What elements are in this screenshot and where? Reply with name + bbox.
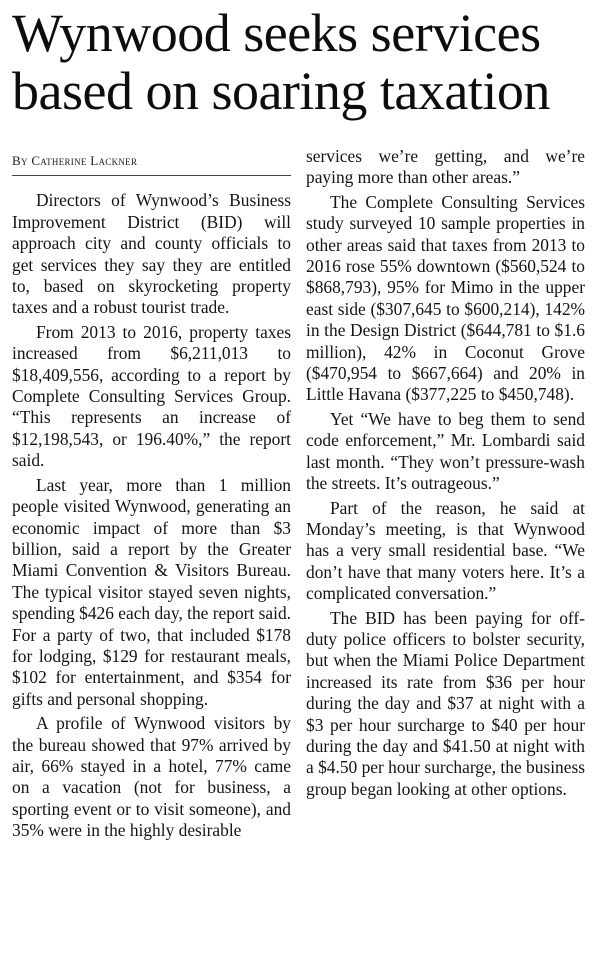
left-column (12, 140, 291, 975)
paragraph: Part of the reason, he said at Monday’s meeting, is that Wynwood has a very small residential base. “We don’t have that many voters here. It’s a complicated conversation.” (306, 497, 585, 604)
headline-line-1: Wynwood seeks services (12, 3, 541, 63)
byline: By Catherine Lackner (12, 153, 138, 168)
paragraph-continuation: services we’re getting, and we’re paying more than other areas.” (306, 146, 585, 188)
paragraph: Directors of Wynwood’s Business Improvement District (BID) will approach city and county officials to get services they say they are entitled to, based on skyrocketing property taxes and a robust tourist trade. (12, 190, 291, 318)
paragraph: The BID has been paying for off-duty police officers to bolster security, but when the Miami Police Department increased its rate from $36 per hour during the day and $37 at night with a $3 per hour surcharge to $40 per hour during the day and $41.50 at night with a $4.50 per hour surcharge, the business group began looking at other options. (306, 607, 585, 799)
byline-rule (12, 175, 291, 176)
paragraph: The Complete Consulting Services study surveyed 10 sample properties in other areas said that taxes from 2013 to 2016 rose 55% downtown ($560,524 to $868,793), 95% for Mimo in the upper east side ($307,645 to $600,214), 142% in the Design District ($644,781 to $1.6 million), 42% in Coconut Grove ($470,954 to $667,664) and 20% in Little Havana ($377,225 to $450,748). (306, 191, 585, 405)
paragraph: Last year, more than 1 million people visited Wynwood, generating an economic impact of more than $3 billion, said a report by the Greater Miami Convention & Visitors Bureau. The typical visitor stayed seven nights, spending $426 each day, the report said. For a party of two, that included $178 for lodging, $129 for restaurant meals, $102 for entertainment, and $354 for gifts and personal shopping. (12, 474, 291, 709)
right-column (306, 140, 585, 975)
paragraph: A profile of Wynwood visitors by the bureau showed that 97% arrived by air, 66% stayed in a hotel, 77% came on a vacation (not for business, a sporting event or to visit someone), and 35% were in the highly desirable (12, 713, 291, 841)
paragraph: Yet “We have to beg them to send code enforcement,” Mr. Lombardi said last month. “They won’t pressure-wash the streets. It’s outrageous.” (306, 408, 585, 494)
paragraph: From 2013 to 2016, property taxes increased from $6,211,013 to $18,409,556, according to a report by Complete Consulting Services Group. “This represents an increase of $12,198,543, or 196.40%,” the report said. (12, 321, 291, 471)
headline (12, 0, 581, 120)
headline-line-2: based on soaring taxation (12, 61, 550, 121)
article-columns (12, 140, 585, 975)
